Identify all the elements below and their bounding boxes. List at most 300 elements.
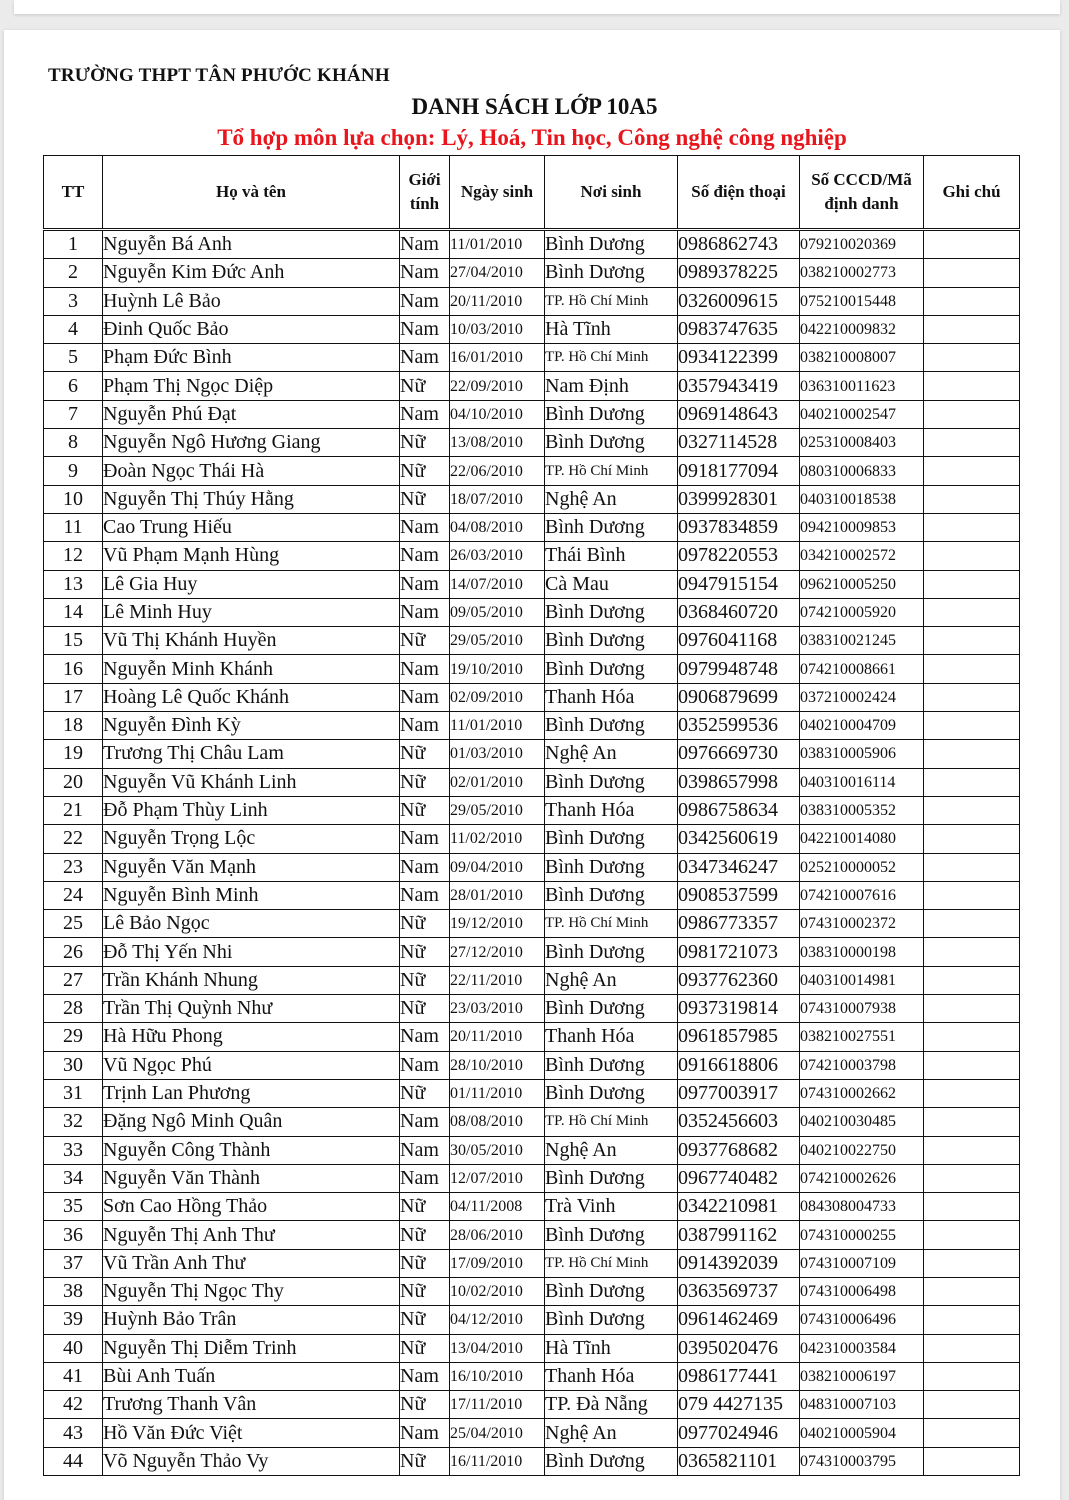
cell-id: 079210020369 [800, 230, 924, 259]
table-row [44, 513, 1020, 541]
cell-dob: 18/07/2010 [450, 485, 545, 513]
cell-tt: 29 [44, 1023, 103, 1051]
table-row [44, 1334, 1020, 1362]
table-row [44, 457, 1020, 485]
cell-dob: 10/02/2010 [450, 1277, 545, 1305]
table-row [44, 1079, 1020, 1107]
cell-phone: 0918177094 [678, 457, 800, 485]
cell-gender: Nữ [400, 768, 450, 796]
cell-tt: 19 [44, 740, 103, 768]
cell-place: Bình Dương [545, 768, 678, 796]
cell-tt: 33 [44, 1136, 103, 1164]
cell-tt: 8 [44, 429, 103, 457]
cell-place: TP. Hồ Chí Minh [545, 910, 678, 938]
table-row [44, 1108, 1020, 1136]
cell-place: Bình Dương [545, 259, 678, 287]
table-row [44, 1136, 1020, 1164]
cell-gender: Nam [400, 881, 450, 909]
cell-gender: Nữ [400, 938, 450, 966]
cell-note [924, 881, 1020, 909]
cell-phone: 0961857985 [678, 1023, 800, 1051]
cell-note [924, 259, 1020, 287]
table-row [44, 1391, 1020, 1419]
cell-note [924, 796, 1020, 824]
cell-note [924, 485, 1020, 513]
cell-place: Thái Bình [545, 542, 678, 570]
cell-id: 084308004733 [800, 1193, 924, 1221]
cell-dob: 29/05/2010 [450, 796, 545, 824]
cell-phone: 0399928301 [678, 485, 800, 513]
cell-tt: 23 [44, 853, 103, 881]
col-header-name: Họ và tên [103, 156, 400, 230]
cell-place: TP. Hồ Chí Minh [545, 457, 678, 485]
cell-phone: 0977024946 [678, 1419, 800, 1447]
cell-dob: 01/03/2010 [450, 740, 545, 768]
cell-tt: 39 [44, 1306, 103, 1334]
table-row [44, 1306, 1020, 1334]
cell-tt: 44 [44, 1447, 103, 1475]
cell-tt: 40 [44, 1334, 103, 1362]
cell-place: Bình Dương [545, 655, 678, 683]
table-row [44, 768, 1020, 796]
cell-place: Bình Dương [545, 995, 678, 1023]
cell-phone: 079 4427135 [678, 1391, 800, 1419]
cell-name: Phạm Đức Bình [103, 344, 400, 372]
col-header-gender: Giới tính [400, 156, 450, 230]
table-row [44, 400, 1020, 428]
cell-phone: 0969148643 [678, 400, 800, 428]
col-header-id: Số CCCD/Mã định danh [800, 156, 924, 230]
cell-phone: 0357943419 [678, 372, 800, 400]
cell-phone: 0352599536 [678, 712, 800, 740]
cell-tt: 17 [44, 683, 103, 711]
cell-tt: 10 [44, 485, 103, 513]
table-row [44, 1051, 1020, 1079]
cell-tt: 6 [44, 372, 103, 400]
cell-note [924, 1051, 1020, 1079]
cell-gender: Nữ [400, 372, 450, 400]
cell-tt: 15 [44, 627, 103, 655]
cell-place: TP. Đà Nẵng [545, 1391, 678, 1419]
cell-tt: 22 [44, 825, 103, 853]
cell-name: Vũ Ngọc Phú [103, 1051, 400, 1079]
cell-place: Bình Dương [545, 712, 678, 740]
cell-tt: 31 [44, 1079, 103, 1107]
cell-tt: 21 [44, 796, 103, 824]
cell-dob: 20/11/2010 [450, 1023, 545, 1051]
cell-dob: 09/04/2010 [450, 853, 545, 881]
cell-name: Lê Bảo Ngọc [103, 910, 400, 938]
cell-note [924, 457, 1020, 485]
cell-phone: 0937319814 [678, 995, 800, 1023]
cell-gender: Nam [400, 400, 450, 428]
cell-phone: 0986758634 [678, 796, 800, 824]
cell-gender: Nam [400, 1136, 450, 1164]
cell-dob: 22/06/2010 [450, 457, 545, 485]
cell-name: Đỗ Phạm Thùy Linh [103, 796, 400, 824]
cell-gender: Nữ [400, 910, 450, 938]
cell-phone: 0961462469 [678, 1306, 800, 1334]
cell-gender: Nam [400, 1108, 450, 1136]
table-row [44, 570, 1020, 598]
cell-name: Trịnh Lan Phương [103, 1079, 400, 1107]
table-row [44, 825, 1020, 853]
cell-phone: 0363569737 [678, 1277, 800, 1305]
cell-id: 074310000255 [800, 1221, 924, 1249]
cell-phone: 0908537599 [678, 881, 800, 909]
cell-id: 040310018538 [800, 485, 924, 513]
cell-gender: Nam [400, 683, 450, 711]
cell-name: Trần Khánh Nhung [103, 966, 400, 994]
cell-dob: 27/12/2010 [450, 938, 545, 966]
cell-place: Bình Dương [545, 853, 678, 881]
cell-id: 096210005250 [800, 570, 924, 598]
cell-dob: 20/11/2010 [450, 287, 545, 315]
cell-place: TP. Hồ Chí Minh [545, 1249, 678, 1277]
table-row [44, 881, 1020, 909]
cell-tt: 25 [44, 910, 103, 938]
cell-dob: 14/07/2010 [450, 570, 545, 598]
cell-name: Lê Minh Huy [103, 598, 400, 626]
cell-name: Nguyễn Phú Đạt [103, 400, 400, 428]
cell-note [924, 542, 1020, 570]
cell-id: 074310002662 [800, 1079, 924, 1107]
cell-gender: Nữ [400, 457, 450, 485]
cell-id: 040210022750 [800, 1136, 924, 1164]
cell-phone: 0352456603 [678, 1108, 800, 1136]
cell-gender: Nữ [400, 1221, 450, 1249]
table-row [44, 315, 1020, 343]
cell-phone: 0967740482 [678, 1164, 800, 1192]
table-row [44, 230, 1020, 259]
cell-id: 042210014080 [800, 825, 924, 853]
cell-place: Bình Dương [545, 881, 678, 909]
cell-gender: Nam [400, 853, 450, 881]
cell-place: Bình Dương [545, 825, 678, 853]
cell-gender: Nam [400, 825, 450, 853]
cell-gender: Nữ [400, 1334, 450, 1362]
cell-gender: Nữ [400, 429, 450, 457]
cell-id: 038310000198 [800, 938, 924, 966]
cell-phone: 0976669730 [678, 740, 800, 768]
cell-note [924, 1391, 1020, 1419]
cell-dob: 27/04/2010 [450, 259, 545, 287]
cell-name: Nguyễn Bình Minh [103, 881, 400, 909]
table-row [44, 429, 1020, 457]
cell-phone: 0398657998 [678, 768, 800, 796]
cell-gender: Nữ [400, 995, 450, 1023]
cell-place: Bình Dương [545, 1164, 678, 1192]
cell-id: 040210004709 [800, 712, 924, 740]
cell-place: Nghệ An [545, 966, 678, 994]
cell-gender: Nữ [400, 740, 450, 768]
cell-tt: 13 [44, 570, 103, 598]
cell-gender: Nữ [400, 1193, 450, 1221]
col-header-tt: TT [44, 156, 103, 230]
cell-tt: 12 [44, 542, 103, 570]
cell-dob: 10/03/2010 [450, 315, 545, 343]
cell-dob: 08/08/2010 [450, 1108, 545, 1136]
cell-id: 034210002572 [800, 542, 924, 570]
cell-tt: 20 [44, 768, 103, 796]
table-row [44, 1362, 1020, 1390]
cell-note [924, 1164, 1020, 1192]
cell-phone: 0387991162 [678, 1221, 800, 1249]
cell-place: Nghệ An [545, 1419, 678, 1447]
cell-phone: 0978220553 [678, 542, 800, 570]
cell-tt: 38 [44, 1277, 103, 1305]
cell-name: Trương Thanh Vân [103, 1391, 400, 1419]
cell-phone: 0977003917 [678, 1079, 800, 1107]
cell-id: 074210007616 [800, 881, 924, 909]
table-row [44, 683, 1020, 711]
cell-place: Nghệ An [545, 1136, 678, 1164]
cell-place: Hà Tĩnh [545, 1334, 678, 1362]
cell-id: 040210002547 [800, 400, 924, 428]
cell-note [924, 1277, 1020, 1305]
cell-phone: 0986177441 [678, 1362, 800, 1390]
cell-dob: 01/11/2010 [450, 1079, 545, 1107]
cell-place: Bình Dương [545, 1221, 678, 1249]
cell-id: 080310006833 [800, 457, 924, 485]
cell-note [924, 1419, 1020, 1447]
cell-id: 038210006197 [800, 1362, 924, 1390]
table-row [44, 485, 1020, 513]
cell-place: Bình Dương [545, 230, 678, 259]
table-row [44, 796, 1020, 824]
cell-place: Nam Định [545, 372, 678, 400]
cell-dob: 16/10/2010 [450, 1362, 545, 1390]
table-row [44, 966, 1020, 994]
cell-phone: 0342560619 [678, 825, 800, 853]
cell-dob: 28/01/2010 [450, 881, 545, 909]
cell-phone: 0976041168 [678, 627, 800, 655]
cell-place: Bình Dương [545, 627, 678, 655]
table-header-row [44, 156, 1020, 230]
cell-note [924, 627, 1020, 655]
cell-tt: 35 [44, 1193, 103, 1221]
cell-id: 038310005352 [800, 796, 924, 824]
previous-page-edge [14, 0, 1060, 14]
cell-place: TP. Hồ Chí Minh [545, 1108, 678, 1136]
cell-note [924, 513, 1020, 541]
table-row [44, 542, 1020, 570]
col-header-place: Nơi sinh [545, 156, 678, 230]
cell-id: 042210009832 [800, 315, 924, 343]
cell-note [924, 825, 1020, 853]
cell-note [924, 230, 1020, 259]
cell-name: Nguyễn Bá Anh [103, 230, 400, 259]
cell-tt: 16 [44, 655, 103, 683]
cell-dob: 02/01/2010 [450, 768, 545, 796]
cell-place: TP. Hồ Chí Minh [545, 344, 678, 372]
col-header-note: Ghi chú [924, 156, 1020, 230]
cell-place: Bình Dương [545, 1051, 678, 1079]
cell-name: Nguyễn Thị Thúy Hằng [103, 485, 400, 513]
cell-dob: 11/02/2010 [450, 825, 545, 853]
table-row [44, 1249, 1020, 1277]
table-row [44, 259, 1020, 287]
cell-name: Nguyễn Công Thành [103, 1136, 400, 1164]
cell-tt: 30 [44, 1051, 103, 1079]
cell-note [924, 344, 1020, 372]
cell-dob: 02/09/2010 [450, 683, 545, 711]
cell-note [924, 400, 1020, 428]
cell-note [924, 740, 1020, 768]
cell-id: 074310006498 [800, 1277, 924, 1305]
cell-note [924, 768, 1020, 796]
cell-dob: 28/10/2010 [450, 1051, 545, 1079]
cell-id: 075210015448 [800, 287, 924, 315]
cell-gender: Nữ [400, 796, 450, 824]
cell-place: Thanh Hóa [545, 796, 678, 824]
cell-name: Nguyễn Thị Diễm Trinh [103, 1334, 400, 1362]
cell-name: Hoàng Lê Quốc Khánh [103, 683, 400, 711]
table-row [44, 1023, 1020, 1051]
cell-gender: Nam [400, 1023, 450, 1051]
cell-id: 074310007938 [800, 995, 924, 1023]
cell-name: Đặng Ngô Minh Quân [103, 1108, 400, 1136]
cell-phone: 0986773357 [678, 910, 800, 938]
cell-dob: 11/01/2010 [450, 712, 545, 740]
cell-note [924, 1221, 1020, 1249]
cell-tt: 36 [44, 1221, 103, 1249]
cell-tt: 3 [44, 287, 103, 315]
cell-id: 074310003795 [800, 1447, 924, 1475]
cell-id: 094210009853 [800, 513, 924, 541]
cell-name: Lê Gia Huy [103, 570, 400, 598]
table-row [44, 1221, 1020, 1249]
cell-name: Vũ Thị Khánh Huyền [103, 627, 400, 655]
cell-note [924, 1079, 1020, 1107]
cell-gender: Nữ [400, 1079, 450, 1107]
subject-combination: Tổ hợp môn lựa chọn: Lý, Hoá, Tin học, Công nghệ công nghiệp [217, 125, 847, 150]
cell-place: Thanh Hóa [545, 1362, 678, 1390]
cell-tt: 2 [44, 259, 103, 287]
cell-id: 038310005906 [800, 740, 924, 768]
cell-tt: 7 [44, 400, 103, 428]
cell-id: 037210002424 [800, 683, 924, 711]
cell-gender: Nữ [400, 1447, 450, 1475]
cell-id: 040210030485 [800, 1108, 924, 1136]
cell-gender: Nam [400, 542, 450, 570]
cell-name: Nguyễn Văn Thành [103, 1164, 400, 1192]
cell-note [924, 1023, 1020, 1051]
cell-gender: Nữ [400, 966, 450, 994]
cell-note [924, 598, 1020, 626]
cell-tt: 41 [44, 1362, 103, 1390]
cell-tt: 24 [44, 881, 103, 909]
cell-note [924, 1136, 1020, 1164]
cell-gender: Nam [400, 230, 450, 259]
cell-name: Nguyễn Thị Ngọc Thy [103, 1277, 400, 1305]
cell-phone: 0986862743 [678, 230, 800, 259]
cell-name: Võ Nguyễn Thảo Vy [103, 1447, 400, 1475]
cell-phone: 0365821101 [678, 1447, 800, 1475]
cell-dob: 22/09/2010 [450, 372, 545, 400]
cell-note [924, 966, 1020, 994]
cell-note [924, 910, 1020, 938]
cell-tt: 42 [44, 1391, 103, 1419]
cell-place: Bình Dương [545, 429, 678, 457]
cell-dob: 23/03/2010 [450, 995, 545, 1023]
cell-phone: 0916618806 [678, 1051, 800, 1079]
cell-gender: Nam [400, 513, 450, 541]
cell-id: 025310008403 [800, 429, 924, 457]
cell-dob: 22/11/2010 [450, 966, 545, 994]
cell-note [924, 1306, 1020, 1334]
cell-id: 074210003798 [800, 1051, 924, 1079]
cell-tt: 14 [44, 598, 103, 626]
cell-id: 074310002372 [800, 910, 924, 938]
cell-gender: Nữ [400, 485, 450, 513]
cell-note [924, 1447, 1020, 1475]
cell-phone: 0937762360 [678, 966, 800, 994]
cell-place: Nghệ An [545, 740, 678, 768]
cell-name: Vũ Phạm Mạnh Hùng [103, 542, 400, 570]
table-row [44, 598, 1020, 626]
cell-gender: Nam [400, 712, 450, 740]
cell-gender: Nữ [400, 1391, 450, 1419]
cell-name: Trần Thị Quỳnh Như [103, 995, 400, 1023]
cell-name: Hà Hữu Phong [103, 1023, 400, 1051]
table-row [44, 344, 1020, 372]
cell-gender: Nam [400, 259, 450, 287]
table-row [44, 1164, 1020, 1192]
cell-dob: 11/01/2010 [450, 230, 545, 259]
cell-phone: 0395020476 [678, 1334, 800, 1362]
cell-note [924, 683, 1020, 711]
cell-tt: 37 [44, 1249, 103, 1277]
cell-id: 048310007103 [800, 1391, 924, 1419]
cell-place: TP. Hồ Chí Minh [545, 287, 678, 315]
cell-place: Bình Dương [545, 1079, 678, 1107]
cell-dob: 16/01/2010 [450, 344, 545, 372]
cell-dob: 25/04/2010 [450, 1419, 545, 1447]
cell-tt: 28 [44, 995, 103, 1023]
cell-name: Nguyễn Vũ Khánh Linh [103, 768, 400, 796]
cell-phone: 0983747635 [678, 315, 800, 343]
cell-id: 040210005904 [800, 1419, 924, 1447]
cell-id: 038210002773 [800, 259, 924, 287]
cell-name: Nguyễn Ngô Hương Giang [103, 429, 400, 457]
cell-phone: 0979948748 [678, 655, 800, 683]
table-row [44, 1193, 1020, 1221]
cell-gender: Nam [400, 570, 450, 598]
cell-id: 074210002626 [800, 1164, 924, 1192]
table-row [44, 655, 1020, 683]
cell-place: Nghệ An [545, 485, 678, 513]
cell-name: Bùi Anh Tuấn [103, 1362, 400, 1390]
cell-phone: 0937768682 [678, 1136, 800, 1164]
cell-note [924, 1362, 1020, 1390]
cell-note [924, 938, 1020, 966]
cell-id: 036310011623 [800, 372, 924, 400]
cell-tt: 34 [44, 1164, 103, 1192]
cell-gender: Nam [400, 598, 450, 626]
cell-note [924, 1249, 1020, 1277]
cell-name: Nguyễn Kim Đức Anh [103, 259, 400, 287]
cell-dob: 04/10/2010 [450, 400, 545, 428]
cell-dob: 09/05/2010 [450, 598, 545, 626]
cell-gender: Nữ [400, 1249, 450, 1277]
cell-tt: 1 [44, 230, 103, 259]
cell-note [924, 570, 1020, 598]
table-row [44, 740, 1020, 768]
cell-place: Bình Dương [545, 598, 678, 626]
cell-note [924, 372, 1020, 400]
cell-place: Bình Dương [545, 513, 678, 541]
